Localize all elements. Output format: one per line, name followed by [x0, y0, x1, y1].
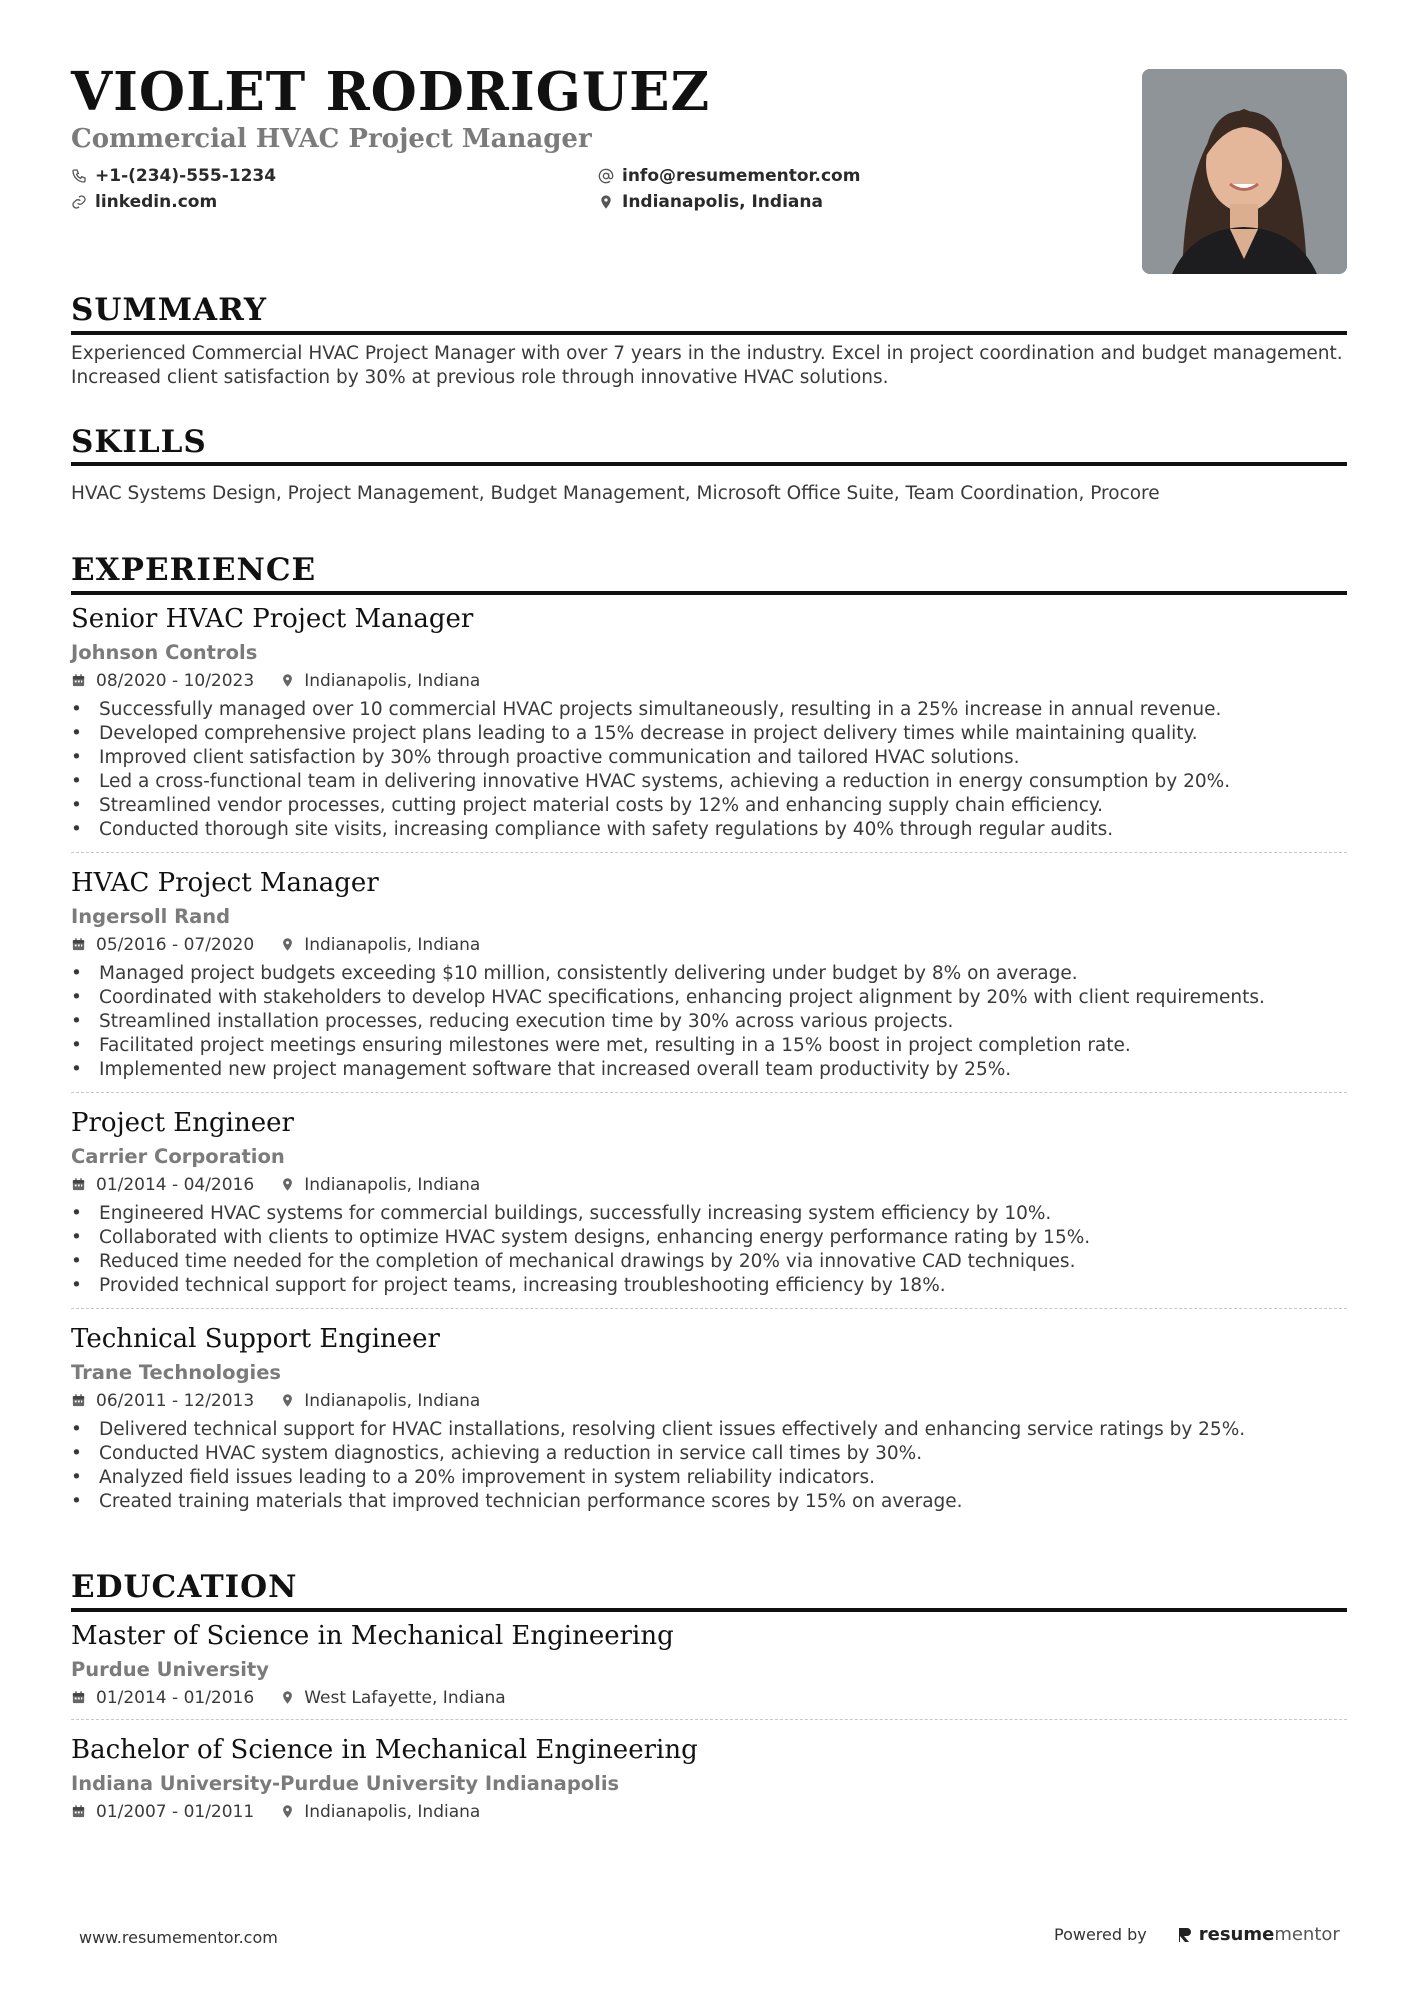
job-dates: 08/2020 - 10/2023 [96, 670, 255, 691]
job-bullets [71, 962, 1347, 1082]
candidate-name: VIOLET RODRIGUEZ [71, 61, 711, 123]
job-bullets [71, 1418, 1347, 1514]
resume-header [71, 61, 1347, 278]
bullet-item: • Implemented new project management software that increased overall team productivity by 25%. [71, 1058, 1347, 1082]
bullet-item: • Managed project budgets exceeding $10 million, consistently delivering under budget by 8% on average. [71, 962, 1347, 986]
experience-entry [71, 867, 1347, 1093]
experience-section [71, 553, 1347, 1524]
brand-bold: resume [1198, 1924, 1275, 1945]
bullet-item: • Conducted HVAC system diagnostics, achieving a reduction in service call times by 30%. [71, 1442, 1347, 1466]
phone-text: +1-(234)-555-1234 [95, 166, 277, 186]
contact-phone [71, 166, 276, 186]
bullet-item: • Streamlined installation processes, reducing execution time by 30% across various projects. [71, 1010, 1347, 1034]
education-entry [71, 1620, 1347, 1720]
job-location [280, 1390, 480, 1412]
contact-email[interactable] [598, 166, 860, 186]
profile-photo [1142, 69, 1347, 274]
job-dates: 05/2016 - 07/2020 [96, 934, 255, 955]
degree-title: Bachelor of Science in Mechanical Engineering [71, 1734, 698, 1765]
resumementor-logo-icon [1177, 1926, 1193, 1944]
education-entry [71, 1734, 1347, 1833]
education-location [280, 1687, 506, 1709]
education-location-text: Indianapolis, Indiana [304, 1801, 481, 1822]
resume-page [71, 58, 1347, 1847]
bullet-item: • Led a cross-functional team in delivering innovative HVAC systems, achieving a reduction in energy consumption by 20%. [71, 770, 1347, 794]
footer-website[interactable]: www.resumementor.com [79, 1928, 278, 1947]
map-pin-icon [598, 194, 614, 210]
skills-section [71, 425, 1347, 507]
calendar-icon [71, 1177, 86, 1192]
at-icon [598, 168, 614, 184]
map-pin-icon [280, 1177, 295, 1192]
bullet-item: • Improved client satisfaction by 30% through proactive communication and tailored HVAC solutions. [71, 746, 1347, 770]
map-pin-icon [280, 937, 295, 952]
skills-text: HVAC Systems Design, Project Management, Budget Management, Microsoft Office Suite, Team Coordination, Procore [71, 483, 1160, 505]
bullet-item: • Collaborated with clients to optimize HVAC system designs, enhancing energy performance rating by 15%. [71, 1226, 1347, 1250]
degree-title: Master of Science in Mechanical Engineering [71, 1620, 674, 1651]
map-pin-icon [280, 1690, 295, 1705]
bullet-item: • Created training materials that improved technician performance scores by 15% on average. [71, 1490, 1347, 1514]
map-pin-icon [280, 1393, 295, 1408]
job-company: Carrier Corporation [71, 1144, 285, 1168]
powered-by-label: Powered by [1054, 1925, 1147, 1944]
job-role: HVAC Project Manager [71, 867, 379, 898]
link-icon [71, 194, 87, 210]
summary-text: Experienced Commercial HVAC Project Manager with over 7 years in the industry. Excel in project coordination and budget management. Increased client satisfaction by 30% at previous role through innovative HVAC solutions. [71, 342, 1343, 388]
bullet-item: • Provided technical support for project teams, increasing troubleshooting efficiency by 18%. [71, 1274, 1347, 1298]
experience-list [71, 603, 1347, 1524]
experience-heading: EXPERIENCE [71, 553, 1347, 595]
education-section [71, 1570, 1347, 1833]
job-company: Trane Technologies [71, 1360, 282, 1384]
phone-icon [71, 168, 87, 184]
map-pin-icon [280, 1804, 295, 1819]
location-text: Indianapolis, Indiana [622, 192, 823, 212]
skills-heading: SKILLS [71, 425, 1347, 467]
contact-location [598, 192, 823, 212]
job-location-text: Indianapolis, Indiana [304, 1390, 481, 1411]
education-location [280, 1801, 480, 1823]
job-dates: 06/2011 - 12/2013 [96, 1390, 255, 1411]
bullet-item: • Successfully managed over 10 commercial HVAC projects simultaneously, resulting in a 25% increase in annual revenue. [71, 698, 1347, 722]
job-location [280, 670, 480, 692]
job-location-text: Indianapolis, Indiana [304, 670, 481, 691]
email-text[interactable]: info@resumementor.com [622, 166, 861, 186]
education-list [71, 1620, 1347, 1833]
linkedin-text[interactable]: linkedin.com [95, 192, 218, 212]
education-heading: EDUCATION [71, 1570, 1347, 1612]
bullet-item: • Developed comprehensive project plans leading to a 15% decrease in project delivery times while maintaining quality. [71, 722, 1347, 746]
job-company: Johnson Controls [71, 640, 258, 664]
bullet-item: • Conducted thorough site visits, increasing compliance with safety regulations by 40% through regular audits. [71, 818, 1347, 842]
school-name: Purdue University [71, 1657, 269, 1681]
experience-entry [71, 603, 1347, 853]
bullet-item: • Engineered HVAC systems for commercial buildings, successfully increasing system efficiency by 10%. [71, 1202, 1347, 1226]
job-role: Project Engineer [71, 1107, 294, 1138]
brand-light: mentor [1274, 1924, 1340, 1945]
candidate-title: Commercial HVAC Project Manager [71, 124, 592, 154]
bullet-item: • Facilitated project meetings ensuring milestones were met, resulting in a 15% boost in project completion rate. [71, 1034, 1347, 1058]
experience-entry [71, 1323, 1347, 1524]
summary-heading: SUMMARY [71, 293, 1347, 335]
job-meta [71, 1390, 1347, 1412]
bullet-item: • Analyzed field issues leading to a 20% improvement in system reliability indicators. [71, 1466, 1347, 1490]
job-meta [71, 1174, 1347, 1196]
brand-logo[interactable] [1177, 1924, 1340, 1945]
job-role: Technical Support Engineer [71, 1323, 440, 1354]
job-meta [71, 670, 1347, 692]
job-meta [71, 934, 1347, 956]
calendar-icon [71, 1804, 86, 1819]
education-meta [71, 1801, 1347, 1823]
footer-branding [1054, 1924, 1340, 1945]
job-location [280, 934, 480, 956]
bullet-item: • Delivered technical support for HVAC installations, resolving client issues effectively and enhancing service ratings by 25%. [71, 1418, 1347, 1442]
job-bullets [71, 1202, 1347, 1298]
contact-linkedin[interactable] [71, 192, 217, 212]
job-company: Ingersoll Rand [71, 904, 231, 928]
education-meta [71, 1687, 1347, 1709]
school-name: Indiana University-Purdue University Indianapolis [71, 1771, 620, 1795]
job-dates: 01/2014 - 04/2016 [96, 1174, 255, 1195]
bullet-item: • Reduced time needed for the completion of mechanical drawings by 20% via innovative CAD techniques. [71, 1250, 1347, 1274]
calendar-icon [71, 673, 86, 688]
bullet-item: • Streamlined vendor processes, cutting project material costs by 12% and enhancing supply chain efficiency. [71, 794, 1347, 818]
summary-section [71, 293, 1347, 390]
job-bullets [71, 698, 1347, 842]
bullet-item: • Coordinated with stakeholders to develop HVAC specifications, enhancing project alignment by 20% with client requirements. [71, 986, 1347, 1010]
education-dates: 01/2014 - 01/2016 [96, 1687, 255, 1708]
map-pin-icon [280, 673, 295, 688]
job-role: Senior HVAC Project Manager [71, 603, 474, 634]
job-location-text: Indianapolis, Indiana [304, 1174, 481, 1195]
job-location [280, 1174, 480, 1196]
calendar-icon [71, 1690, 86, 1705]
job-location-text: Indianapolis, Indiana [304, 934, 481, 955]
calendar-icon [71, 1393, 86, 1408]
education-dates: 01/2007 - 01/2011 [96, 1801, 255, 1822]
education-location-text: West Lafayette, Indiana [304, 1687, 506, 1708]
calendar-icon [71, 937, 86, 952]
experience-entry [71, 1107, 1347, 1309]
